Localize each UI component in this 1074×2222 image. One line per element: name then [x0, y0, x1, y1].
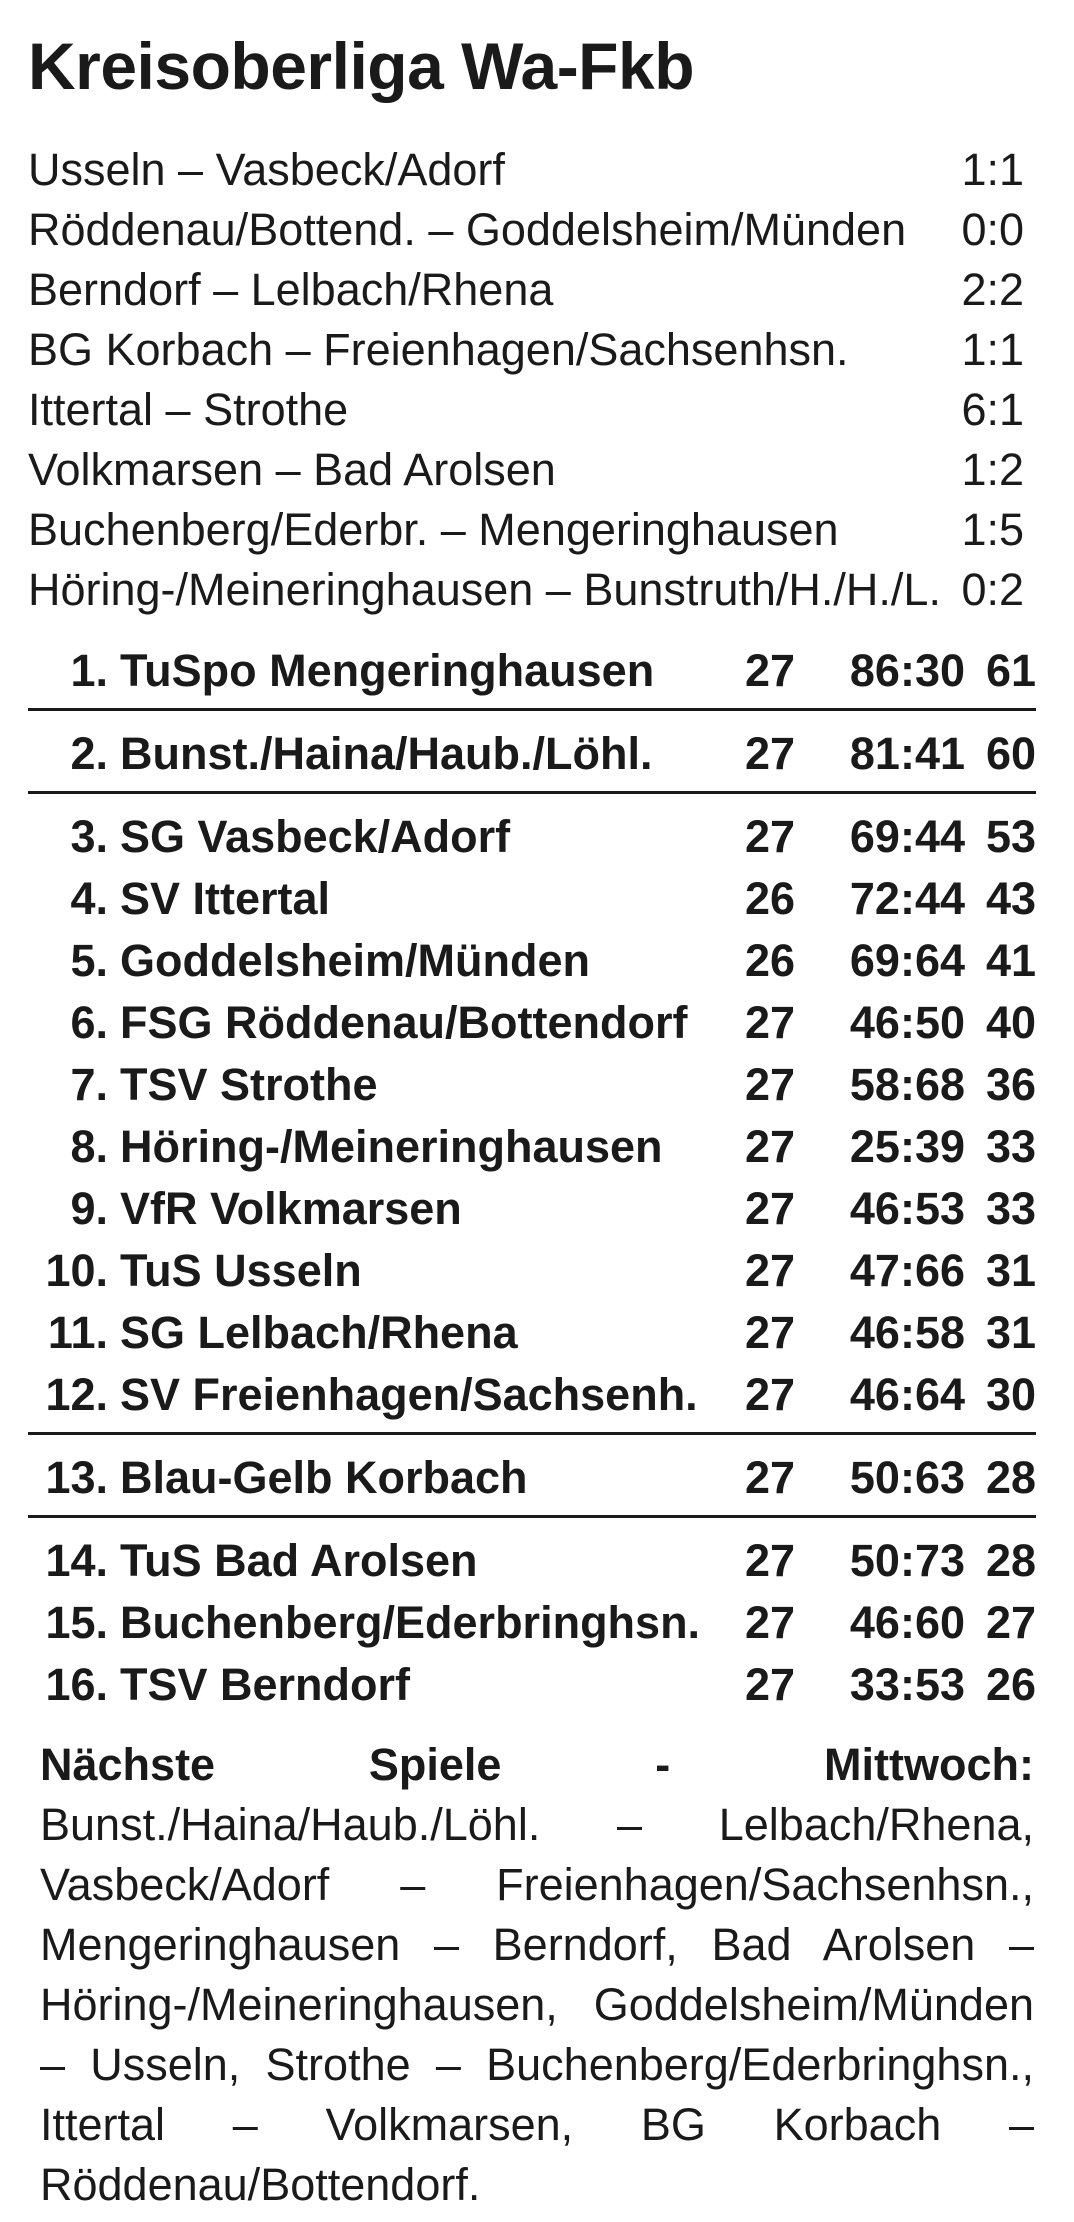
games: 27: [744, 1059, 795, 1110]
score: 1:1: [961, 144, 1024, 195]
match: Buchenberg/Ederbr. – Mengeringhausen: [28, 504, 839, 555]
match: Usseln – Vasbeck/Adorf: [28, 144, 505, 195]
next-games-label: Nächste Spiele - Mittwoch:: [40, 1739, 1034, 1790]
result-row: [28, 260, 1024, 320]
goals: 33:53: [849, 1659, 965, 1710]
score: 6:1: [961, 384, 1024, 435]
points: 53: [985, 811, 1036, 862]
rank: 12.: [45, 1369, 108, 1420]
points: 27: [985, 1597, 1036, 1648]
rank: 5.: [70, 935, 108, 986]
rank: 14.: [45, 1535, 108, 1586]
table-row: [28, 1592, 1036, 1654]
points: 28: [985, 1452, 1036, 1503]
team: TuS Usseln: [120, 1245, 362, 1296]
table-row: [28, 930, 1036, 992]
team: FSG Röddenau/Bottendorf: [120, 997, 688, 1048]
points: 33: [985, 1183, 1036, 1234]
games: 27: [744, 1121, 795, 1172]
games: 27: [744, 645, 795, 696]
points: 30: [985, 1369, 1036, 1420]
table-row: [28, 723, 1036, 785]
table-row: [28, 1302, 1036, 1364]
results-list: [28, 140, 1024, 620]
table-row: [28, 1178, 1036, 1240]
points: 41: [985, 935, 1036, 986]
score: 1:5: [961, 504, 1024, 555]
goals: 86:30: [849, 645, 965, 696]
score: 2:2: [961, 264, 1024, 315]
games: 27: [744, 728, 795, 779]
points: 28: [985, 1535, 1036, 1586]
games: 27: [744, 1659, 795, 1710]
goals: 46:58: [849, 1307, 965, 1358]
goals: 50:63: [849, 1452, 965, 1503]
match: Berndorf – Lelbach/Rhena: [28, 264, 554, 315]
table-row: [28, 1054, 1036, 1116]
rank: 3.: [70, 811, 108, 862]
games: 27: [744, 997, 795, 1048]
match: Ittertal – Strothe: [28, 384, 349, 435]
rank: 13.: [45, 1452, 108, 1503]
score: 1:1: [961, 324, 1024, 375]
divider: [28, 1432, 1036, 1435]
games: 26: [744, 935, 795, 986]
team: SG Vasbeck/Adorf: [120, 811, 511, 862]
score: 0:2: [961, 564, 1024, 615]
points: 33: [985, 1121, 1036, 1172]
points: 61: [985, 645, 1036, 696]
result-row: [28, 560, 1024, 620]
team: TuSpo Mengeringhausen: [120, 645, 655, 696]
games: 26: [744, 873, 795, 924]
rank: 10.: [45, 1245, 108, 1296]
table-row: [28, 806, 1036, 868]
team: TSV Berndorf: [120, 1659, 411, 1710]
table-row: [28, 1654, 1036, 1716]
next-games-text: Bunst./Haina/Haub./Löhl. – Lelbach/Rhena, Vasbeck/Adorf – Freienhagen/Sachsenhsn., Mengeringhausen – Berndorf, Bad Arolsen – Höring-/Meineringhausen, Goddelsheim/Münden – Usseln, Strothe – Buchenberg/Ederbringhsn., Ittertal – Volkmarsen, BG Korbach – Röddenau/Bottendorf.: [40, 1799, 1034, 2210]
result-row: [28, 320, 1024, 380]
team: TuS Bad Arolsen: [120, 1535, 478, 1586]
goals: 81:41: [849, 728, 965, 779]
games: 27: [744, 811, 795, 862]
points: 36: [985, 1059, 1036, 1110]
match: Höring-/Meineringhausen – Bunstruth/H./H./L.: [28, 564, 941, 615]
games: 27: [744, 1245, 795, 1296]
match: Volkmarsen – Bad Arolsen: [28, 444, 556, 495]
table-row: [28, 640, 1036, 702]
table-row: [28, 992, 1036, 1054]
score: 1:2: [961, 444, 1024, 495]
standings-table: [28, 640, 1036, 1716]
games: 27: [744, 1307, 795, 1358]
games: 27: [744, 1597, 795, 1648]
result-row: [28, 380, 1024, 440]
rank: 15.: [45, 1597, 108, 1648]
goals: 46:60: [849, 1597, 965, 1648]
goals: 25:39: [849, 1121, 965, 1172]
divider: [28, 1515, 1036, 1518]
goals: 69:64: [849, 935, 965, 986]
points: 40: [985, 997, 1036, 1048]
table-row: [28, 1530, 1036, 1592]
rank: 8.: [70, 1121, 108, 1172]
team: Blau-Gelb Korbach: [120, 1452, 528, 1503]
goals: 46:53: [849, 1183, 965, 1234]
points: 26: [985, 1659, 1036, 1710]
points: 60: [985, 728, 1036, 779]
rank: 9.: [70, 1183, 108, 1234]
table-row: [28, 1240, 1036, 1302]
divider: [28, 791, 1036, 794]
goals: 50:73: [849, 1535, 965, 1586]
team: SV Ittertal: [120, 873, 331, 924]
page-title: Kreisoberliga Wa-Fkb: [28, 29, 695, 103]
match: BG Korbach – Freienhagen/Sachsenhsn.: [28, 324, 849, 375]
goals: 46:64: [849, 1369, 965, 1420]
goals: 72:44: [849, 873, 965, 924]
games: 27: [744, 1369, 795, 1420]
team: Höring-/Meineringhausen: [120, 1121, 663, 1172]
score: 0:0: [961, 204, 1024, 255]
table-row: [28, 868, 1036, 930]
goals: 69:44: [849, 811, 965, 862]
games: 27: [744, 1535, 795, 1586]
team: Goddelsheim/Münden: [120, 935, 591, 986]
table-row: [28, 1116, 1036, 1178]
table-row: [28, 1364, 1036, 1426]
goals: 46:50: [849, 997, 965, 1048]
divider: [28, 708, 1036, 711]
match: Röddenau/Bottend. – Goddelsheim/Münden: [28, 204, 907, 255]
rank: 6.: [70, 997, 108, 1048]
result-row: [28, 200, 1024, 260]
goals: 47:66: [849, 1245, 965, 1296]
next-games-paragraph: [40, 1735, 1034, 2215]
result-row: [28, 440, 1024, 500]
team: SV Freienhagen/Sachsenh.: [120, 1369, 698, 1420]
rank: 11.: [47, 1307, 108, 1358]
rank: 1.: [70, 645, 108, 696]
points: 31: [985, 1245, 1036, 1296]
team: TSV Strothe: [120, 1059, 378, 1110]
result-row: [28, 140, 1024, 200]
table-row: [28, 1447, 1036, 1509]
points: 43: [985, 873, 1036, 924]
rank: 16.: [45, 1659, 108, 1710]
goals: 58:68: [849, 1059, 965, 1110]
rank: 2.: [70, 728, 108, 779]
points: 31: [985, 1307, 1036, 1358]
team: Bunst./Haina/Haub./Löhl.: [120, 728, 653, 779]
games: 27: [744, 1452, 795, 1503]
team: Buchenberg/Ederbringhsn.: [120, 1597, 701, 1648]
team: VfR Volkmarsen: [120, 1183, 462, 1234]
team: SG Lelbach/Rhena: [120, 1307, 518, 1358]
rank: 7.: [70, 1059, 108, 1110]
result-row: [28, 500, 1024, 560]
rank: 4.: [70, 873, 108, 924]
games: 27: [744, 1183, 795, 1234]
